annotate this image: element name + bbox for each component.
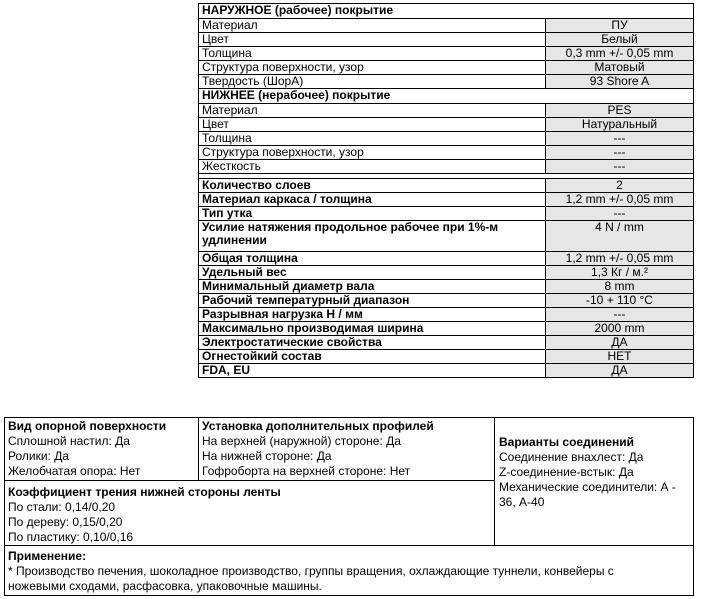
row-value: 0,3 mm +/- 0,05 mm (546, 47, 694, 61)
row-label: Максимально производимая ширина (199, 322, 546, 336)
table-row (199, 294, 694, 308)
row-value: --- (546, 160, 694, 174)
table-row (199, 322, 694, 336)
row-value: PES (546, 104, 694, 118)
support-line: Желобчатая опора: Нет (8, 464, 141, 478)
table-row (199, 33, 694, 47)
friction-line: По стали: 0,14/0,20 (8, 500, 116, 514)
row-value: --- (546, 207, 694, 221)
row-value: -10 + 110 °C (546, 294, 694, 308)
row-value: --- (546, 132, 694, 146)
row-label: Цвет (199, 33, 546, 47)
inner-title: НИЖНЕЕ (нерабочее) покрытие (199, 89, 694, 104)
table-row (199, 104, 694, 118)
row-value: 1,2 mm +/- 0,05 mm (546, 252, 694, 266)
properties-section (199, 174, 694, 378)
row-value: --- (546, 308, 694, 322)
spec-table (198, 3, 694, 378)
row-label: Структура поверхности, узор (199, 146, 546, 160)
row-label: Структура поверхности, узор (199, 61, 546, 75)
table-row (199, 146, 694, 160)
row-label: Количество слоев (199, 179, 546, 193)
joints-line: Соединение внахлест: Да (499, 450, 644, 464)
table-row (199, 336, 694, 350)
joints-line: Z-соединение-встык: Да (499, 465, 634, 479)
row-label: Материал (199, 19, 546, 33)
table-row (199, 118, 694, 132)
friction-box (4, 480, 495, 546)
support-title: Вид опорной поверхности (8, 419, 167, 433)
row-value: 1,2 mm +/- 0,05 mm (546, 193, 694, 207)
row-label: Твердость (ШорА) (199, 75, 546, 89)
profiles-title: Установка дополнительных профилей (202, 419, 434, 433)
application-line: ножевыми сходами, расфасовка, упаковочные машины. (8, 579, 322, 593)
application-box (4, 545, 694, 596)
table-row (199, 221, 694, 252)
row-label: Огнестойкий состав (199, 350, 546, 364)
row-label: Рабочий температурный диапазон (199, 294, 546, 308)
support-line: Ролики: Да (8, 449, 70, 463)
table-row (199, 19, 694, 33)
row-value: Матовый (546, 61, 694, 75)
application-title: Применение: (8, 549, 87, 563)
row-value: Белый (546, 33, 694, 47)
profiles-line: На нижней стороне: Да (202, 449, 332, 463)
table-row (199, 280, 694, 294)
table-row (199, 350, 694, 364)
row-value: 1,3 Кг / м.² (546, 266, 694, 280)
friction-line: По дереву: 0,15/0,20 (8, 515, 123, 529)
row-label: Разрывная нагрузка Н / мм (199, 308, 546, 322)
table-row (199, 132, 694, 146)
row-label: Цвет (199, 118, 546, 132)
profiles-box (198, 417, 495, 481)
application-line: * Производство печения, шоколадное производство, группы вращения, охлаждающие туннели, конвейеры с (8, 564, 614, 578)
profiles-line: На верхней (наружной) стороне: Да (202, 434, 401, 448)
row-label: Минимальный диаметр вала (199, 280, 546, 294)
joints-line: Механические соединители: А - (499, 480, 676, 494)
row-value: НЕТ (546, 350, 694, 364)
table-row (199, 207, 694, 221)
table-row (199, 61, 694, 75)
row-value: 8 mm (546, 280, 694, 294)
row-label: Усилие натяжения продольное рабочее при 1%-м удлинении (199, 221, 546, 252)
row-label: Толщина (199, 47, 546, 61)
row-label: Удельный вес (199, 266, 546, 280)
table-row (199, 364, 694, 378)
support-line: Сплошной настил: Да (8, 434, 130, 448)
outer-section (199, 4, 694, 89)
row-value: 93 Shore A (546, 75, 694, 89)
table-row (199, 193, 694, 207)
row-value: 2000 mm (546, 322, 694, 336)
friction-title: Коэффициент трения нижней стороны ленты (8, 485, 281, 499)
table-row (199, 179, 694, 193)
row-label: Жесткость (199, 160, 546, 174)
support-box (4, 417, 199, 481)
profiles-line: Гофроборта на верхней стороне: Нет (202, 464, 411, 478)
row-label: Общая толщина (199, 252, 546, 266)
row-label: Толщина (199, 132, 546, 146)
friction-line: По пластику: 0,10/0,16 (8, 530, 134, 544)
row-label: Материал (199, 104, 546, 118)
inner-section (199, 89, 694, 174)
row-value: Натуральный (546, 118, 694, 132)
table-row (199, 47, 694, 61)
table-row (199, 308, 694, 322)
table-row (199, 160, 694, 174)
row-value: --- (546, 146, 694, 160)
table-row (199, 266, 694, 280)
joints-box (494, 417, 694, 546)
row-label: Материал каркаса / толщина (199, 193, 546, 207)
joints-title: Варианты соединений (499, 435, 635, 449)
row-label: FDA, EU (199, 364, 546, 378)
row-value: ДА (546, 336, 694, 350)
joints-line: 36, А-40 (499, 495, 545, 509)
table-row (199, 75, 694, 89)
outer-title: НАРУЖНОЕ (рабочее) покрытие (199, 4, 694, 19)
table-row (199, 252, 694, 266)
row-value: 2 (546, 179, 694, 193)
row-value: ДА (546, 364, 694, 378)
row-value: 4 N / mm (546, 221, 694, 252)
row-label: Тип утка (199, 207, 546, 221)
row-value: ПУ (546, 19, 694, 33)
row-label: Электростатические свойства (199, 336, 546, 350)
